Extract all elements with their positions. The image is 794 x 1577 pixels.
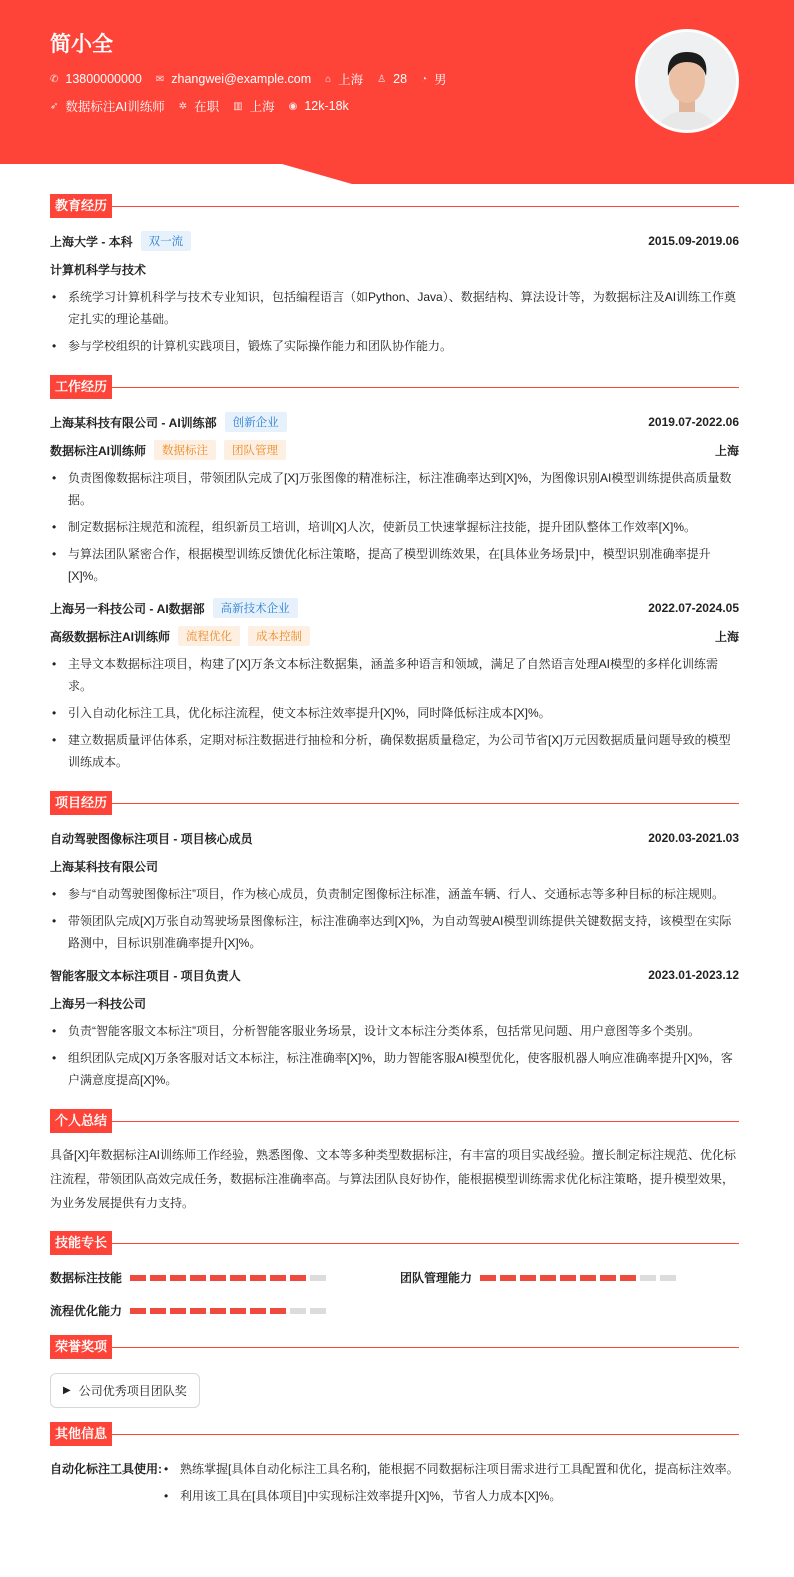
project-date: 2023.01-2023.12 — [648, 968, 739, 982]
list-item: • 利用该工具在[具体项目]中实现标注效率提升[X]%，节省人力成本[X]%。 — [162, 1485, 739, 1507]
send-icon: ➶ — [50, 100, 59, 112]
skill-segment — [190, 1308, 206, 1314]
skill-item — [50, 1302, 400, 1319]
list-item: • 参与学校组织的计算机实践项目，锻炼了实际操作能力和团队协作能力。 — [50, 335, 739, 357]
age: 28 — [393, 72, 408, 86]
skill-item — [50, 1269, 400, 1286]
work-date: 2022.07-2024.05 — [648, 601, 739, 615]
play-icon: ▶ — [63, 1385, 71, 1396]
skill-segment — [170, 1308, 186, 1314]
skill-segment — [310, 1308, 326, 1314]
honor-item[interactable] — [50, 1373, 200, 1408]
skill-segment — [270, 1275, 286, 1281]
salary-icon: ◉ — [288, 100, 298, 112]
phone-icon: ✆ — [50, 73, 59, 85]
section-skills — [50, 1231, 739, 1255]
gender-icon: ◔ — [421, 73, 428, 85]
company: 上海某科技有限公司 - AI训练部 — [50, 415, 217, 430]
role: 数据标注AI训练师 — [50, 443, 147, 458]
section-title: 项目经历 — [50, 791, 112, 815]
list-item: • 负责“智能客服文本标注”项目，分析智能客服业务场景，设计文本标注分类体系，包括常见问题、用户意图等多个类别。 — [50, 1020, 739, 1042]
other-label: 自动化标注工具使用: — [50, 1462, 162, 1476]
work-date: 2019.07-2022.06 — [648, 415, 739, 429]
work-city: 上海 — [249, 100, 275, 114]
list-item: • 引入自动化标注工具，优化标注流程，使文本标注效率提升[X]%，同时降低标注成本[X]%。 — [50, 702, 739, 724]
status: 在职 — [194, 100, 220, 114]
summary-text: 具备[X]年数据标注AI训练师工作经验，熟悉图像、文本等多种类型数据标注，有丰富的项目实战经验。擅长制定标注规范、优化标注流程，带领团队高效完成任务，数据标注准确率高。与算法团队良好协作，能根据模型训练需求优化标注策略，提升模型效果，为业务发展提供有力支持。 — [50, 1148, 737, 1210]
skill-segment — [520, 1275, 536, 1281]
project-date: 2020.03-2021.03 — [648, 831, 739, 845]
home-icon: ⌂ — [325, 73, 332, 85]
section-title: 工作经历 — [50, 375, 112, 399]
section-honors — [50, 1335, 739, 1359]
skill-segment — [620, 1275, 636, 1281]
skill-segment — [170, 1275, 186, 1281]
skill-segment — [660, 1275, 676, 1281]
job: 数据标注AI训练师 — [65, 100, 165, 114]
list-item: • 组织团队完成[X]万条客服对话文本标注，标注准确率[X]%，助力智能客服AI模型优化，使客服机器人响应准确率提升[X]%，客户满意度提高[X]%。 — [50, 1047, 739, 1091]
list-item: • 带领团队完成[X]万张自动驾驶场景图像标注，标注准确率达到[X]%，为自动驾驶AI模型训练提供关键数据支持，该模型在实际路测中，目标识别准确率提升[X]%。 — [50, 910, 739, 954]
list-item: • 制定数据标注规范和流程，组织新员工培训，培训[X]人次，使新员工快速掌握标注技能，提升团队整体工作效率[X]%。 — [50, 516, 739, 538]
skill-segment — [270, 1308, 286, 1314]
skill-segment — [230, 1308, 246, 1314]
section-other — [50, 1422, 739, 1446]
section-title: 其他信息 — [50, 1422, 112, 1446]
resume-body — [50, 180, 739, 1512]
section-title: 技能专长 — [50, 1231, 112, 1255]
section-summary — [50, 1109, 739, 1133]
section-education — [50, 194, 739, 218]
list-item: • 与算法团队紧密合作，根据模型训练反馈优化标注策略，提高了模型训练效果，在[具体业务场景]中，模型识别准确率提升[X]%。 — [50, 543, 739, 587]
skill-item — [400, 1269, 739, 1286]
skill-segment — [130, 1308, 146, 1314]
salary: 12k-18k — [304, 99, 349, 113]
skill-segment — [190, 1275, 206, 1281]
skill-segment — [150, 1275, 166, 1281]
skill-name: 团队管理能力 — [400, 1271, 473, 1285]
skill-segment — [290, 1308, 306, 1314]
company-tag: 高新技术企业 — [213, 598, 298, 618]
edu-date: 2015.09-2019.06 — [648, 234, 739, 248]
project-title: 智能客服文本标注项目 - 项目负责人 — [50, 968, 241, 983]
skill-segment — [290, 1275, 306, 1281]
building-icon: ▥ — [233, 100, 243, 112]
contact-row — [50, 70, 447, 88]
skill-segment — [230, 1275, 246, 1281]
skill-segment — [150, 1308, 166, 1314]
project-company: 上海另一科技公司 — [50, 997, 147, 1011]
candidate-name: 简小全 — [50, 33, 113, 56]
skill-segment — [640, 1275, 656, 1281]
honor-label: 公司优秀项目团队奖 — [78, 1384, 187, 1398]
list-item: • 参与“自动驾驶图像标注”项目，作为核心成员，负责制定图像标注标准，涵盖车辆、行人、交通标志等多种目标的标注规则。 — [50, 883, 739, 905]
job-row — [50, 97, 349, 115]
list-item: • 负责图像数据标注项目，带领团队完成了[X]万张图像的精准标注，标注准确率达到[X]%，为图像识别AI模型训练提供高质量数据。 — [50, 467, 739, 511]
role-tag: 数据标注 — [154, 440, 216, 460]
skill-segment — [540, 1275, 556, 1281]
skill-segment — [130, 1275, 146, 1281]
gender: 男 — [434, 73, 447, 87]
list-item: • 建立数据质量评估体系，定期对标注数据进行抽检和分析，确保数据质量稳定，为公司节省[X]万元因数据质量问题导致的模型训练成本。 — [50, 729, 739, 773]
mail-icon: ✉ — [155, 73, 165, 85]
avatar — [635, 29, 739, 133]
skill-segment — [480, 1275, 496, 1281]
section-title: 荣誉奖项 — [50, 1335, 112, 1359]
company: 上海另一科技公司 - AI数据部 — [50, 601, 205, 616]
role: 高级数据标注AI训练师 — [50, 629, 171, 644]
role-tag: 成本控制 — [248, 626, 310, 646]
skill-level-bar — [130, 1308, 326, 1314]
section-projects — [50, 791, 739, 815]
skill-segment — [250, 1275, 266, 1281]
cake-icon: ♙ — [377, 73, 387, 85]
major: 计算机科学与技术 — [50, 263, 147, 277]
skill-name: 流程优化能力 — [50, 1304, 123, 1318]
role-tag: 流程优化 — [178, 626, 240, 646]
work-city: 上海 — [714, 443, 739, 458]
project-company: 上海某科技有限公司 — [50, 860, 159, 874]
school: 上海大学 - 本科 — [50, 234, 133, 249]
role-tag: 团队管理 — [224, 440, 286, 460]
skill-segment — [580, 1275, 596, 1281]
skill-segment — [210, 1275, 226, 1281]
project-title: 自动驾驶图像标注项目 - 项目核心成员 — [50, 831, 253, 846]
skill-level-bar — [480, 1275, 676, 1281]
section-title: 教育经历 — [50, 194, 112, 218]
list-item: • 主导文本数据标注项目，构建了[X]万条文本标注数据集，涵盖多种语言和领域，满足了自然语言处理AI模型的多样化训练需求。 — [50, 653, 739, 697]
skill-segment — [500, 1275, 516, 1281]
status-icon: ✲ — [178, 100, 188, 112]
company-tag: 创新企业 — [225, 412, 287, 432]
skill-segment — [600, 1275, 616, 1281]
section-title: 个人总结 — [50, 1109, 112, 1133]
section-work — [50, 375, 739, 399]
skill-level-bar — [130, 1275, 326, 1281]
skill-name: 数据标注技能 — [50, 1271, 123, 1285]
school-tag: 双一流 — [141, 231, 192, 251]
skill-segment — [250, 1308, 266, 1314]
skill-segment — [560, 1275, 576, 1281]
list-item: • 熟练掌握[具体自动化标注工具名称]，能根据不同数据标注项目需求进行工具配置和优化，提高标注效率。 — [162, 1458, 739, 1480]
city: 上海 — [338, 73, 364, 87]
list-item: • 系统学习计算机科学与技术专业知识，包括编程语言（如Python、Java）、数据结构、算法设计等，为数据标注及AI训练工作奠定扎实的理论基础。 — [50, 286, 739, 330]
skill-segment — [210, 1308, 226, 1314]
phone: 13800000000 — [65, 72, 142, 86]
email: zhangwei@example.com — [171, 72, 312, 86]
skill-segment — [310, 1275, 326, 1281]
work-city: 上海 — [714, 629, 739, 644]
